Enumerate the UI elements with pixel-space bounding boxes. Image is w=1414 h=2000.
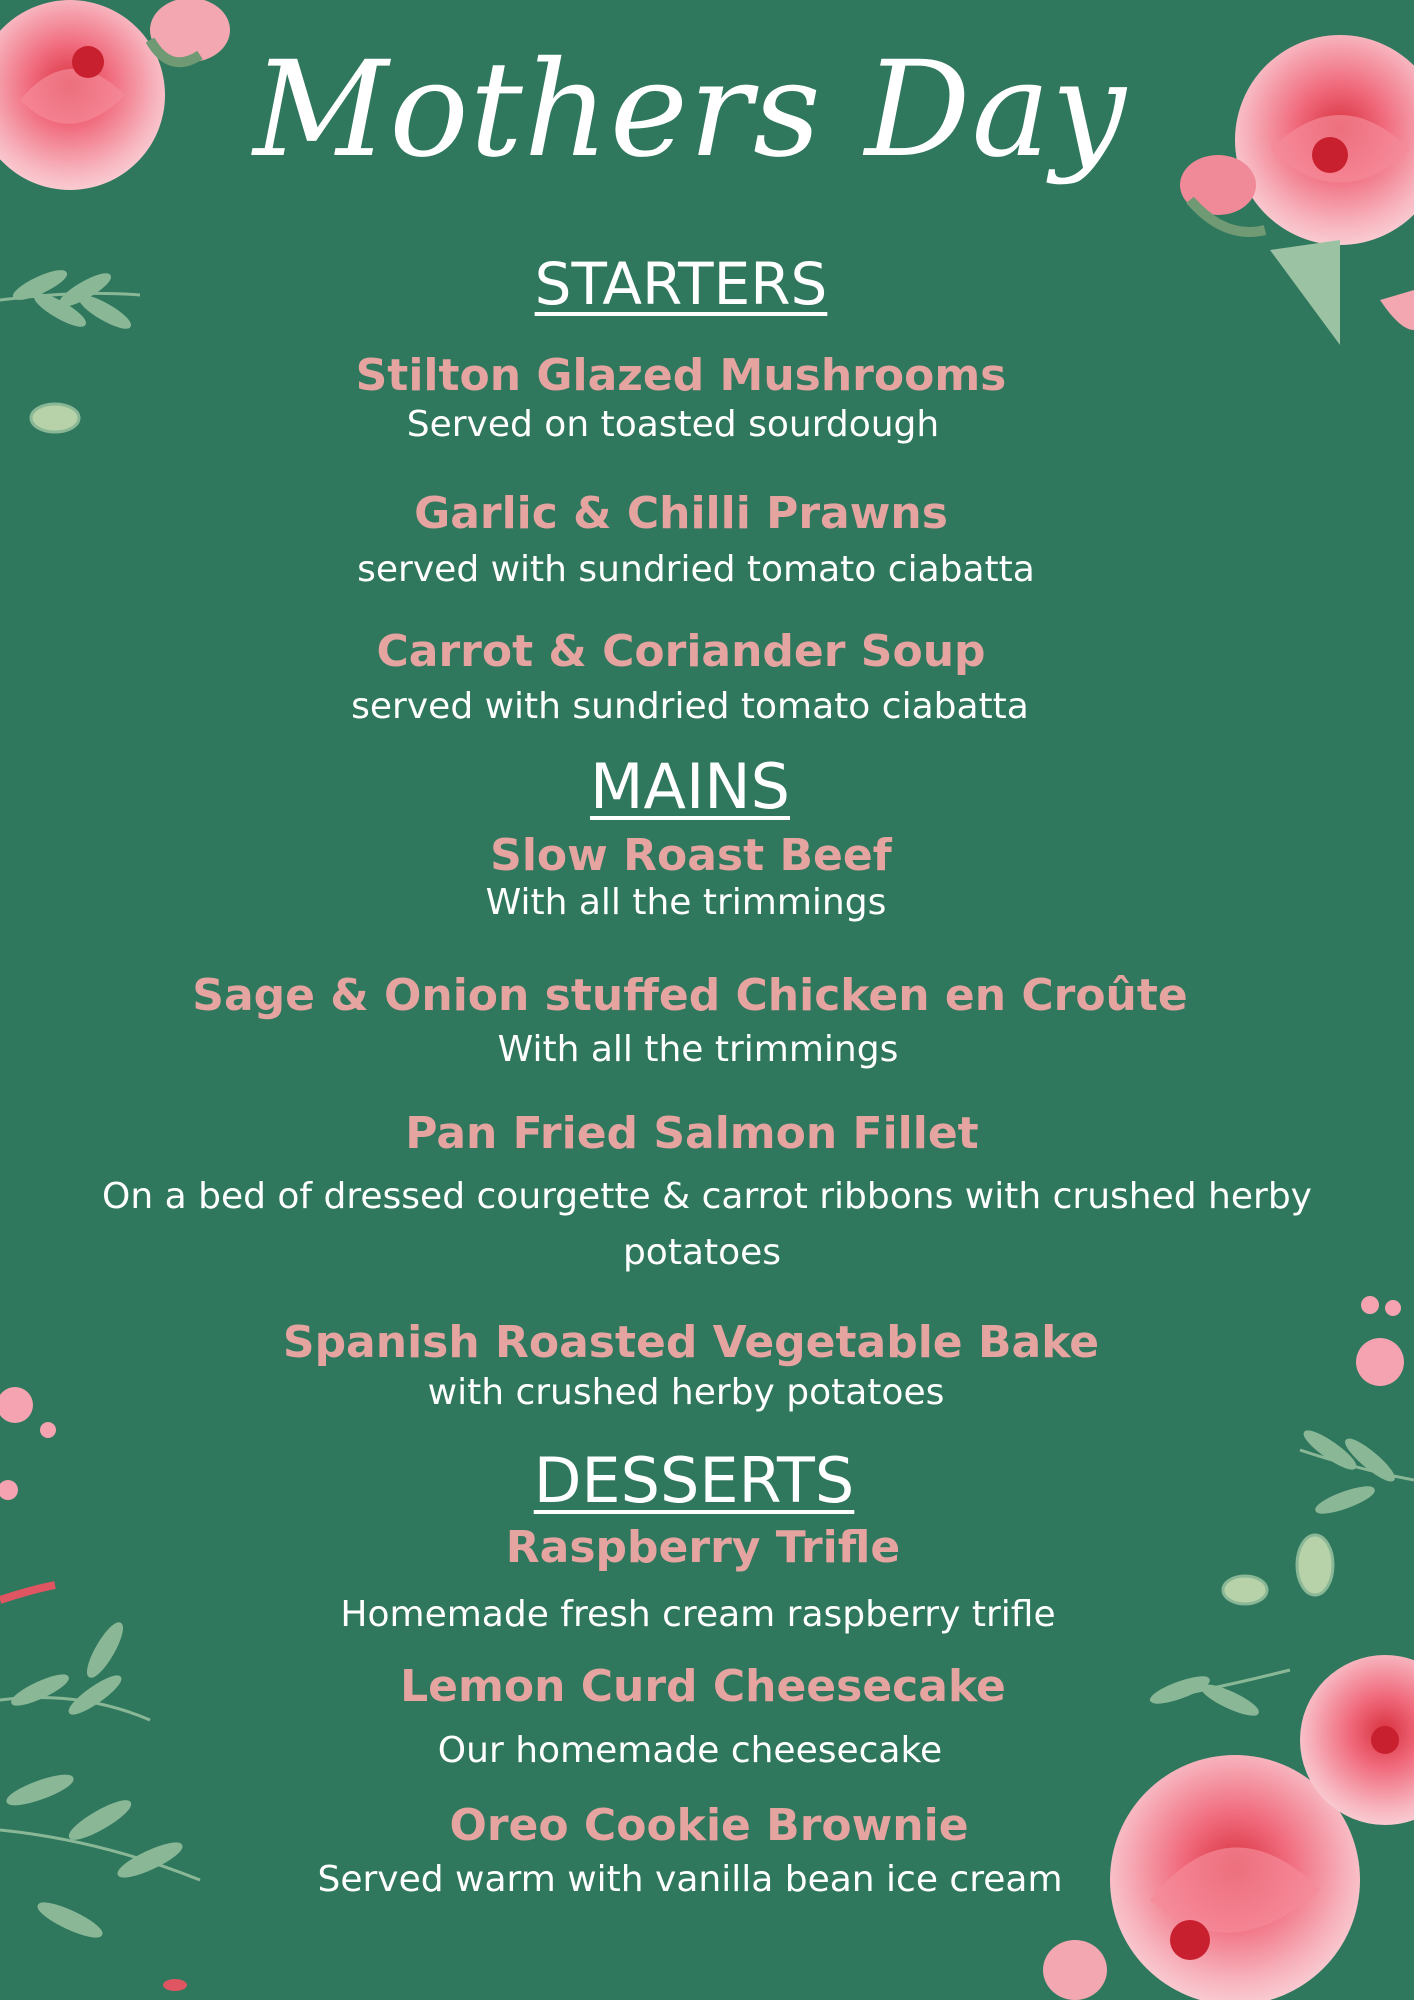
menu-item-description: served with sundried tomato ciabatta <box>351 686 1029 727</box>
menu-item-name: Spanish Roasted Vegetable Bake <box>282 1317 1100 1368</box>
menu-item-description: served with sundried tomato ciabatta <box>357 549 1035 590</box>
menu-item-name: Sage & Onion stuffed Chicken en Croûte <box>192 970 1188 1021</box>
menu-item-description: On a bed of dressed courgette & carrot ribbons with crushed herby <box>102 1176 1312 1217</box>
menu-item-name: Raspberry Trifle <box>505 1522 901 1573</box>
menu-item-description: With all the trimmings <box>497 1029 899 1070</box>
menu-item-name: Carrot & Coriander Soup <box>376 626 986 677</box>
mains-heading: MAINS <box>590 750 790 823</box>
menu-item-name: Stilton Glazed Mushrooms <box>355 350 1007 401</box>
menu-item-description: Served on toasted sourdough <box>406 404 940 445</box>
page-title: Mothers Day <box>253 33 1127 187</box>
menu-item-name: Garlic & Chilli Prawns <box>414 488 948 539</box>
menu-item-description: with crushed herby potatoes <box>427 1372 945 1413</box>
desserts-heading: DESSERTS <box>533 1444 855 1517</box>
menu-item-name: Lemon Curd Cheesecake <box>400 1661 1006 1712</box>
menu-item-description: Our homemade cheesecake <box>437 1730 943 1771</box>
menu-item-description: With all the trimmings <box>485 882 887 923</box>
leaf-sprig-icon <box>0 1585 200 1991</box>
starters-heading: STARTERS <box>534 250 828 318</box>
menu-item-description-line2: potatoes <box>622 1232 782 1273</box>
menu-item-name: Oreo Cookie Brownie <box>449 1800 969 1851</box>
menu-item-name: Pan Fried Salmon Fillet <box>405 1108 979 1159</box>
menu-item-name: Slow Roast Beef <box>490 830 892 881</box>
menu-item-description: Homemade fresh cream raspberry trifle <box>340 1594 1056 1635</box>
rosebud-icon <box>1043 1940 1107 2000</box>
menu-item-description: Served warm with vanilla bean ice cream <box>317 1859 1063 1900</box>
